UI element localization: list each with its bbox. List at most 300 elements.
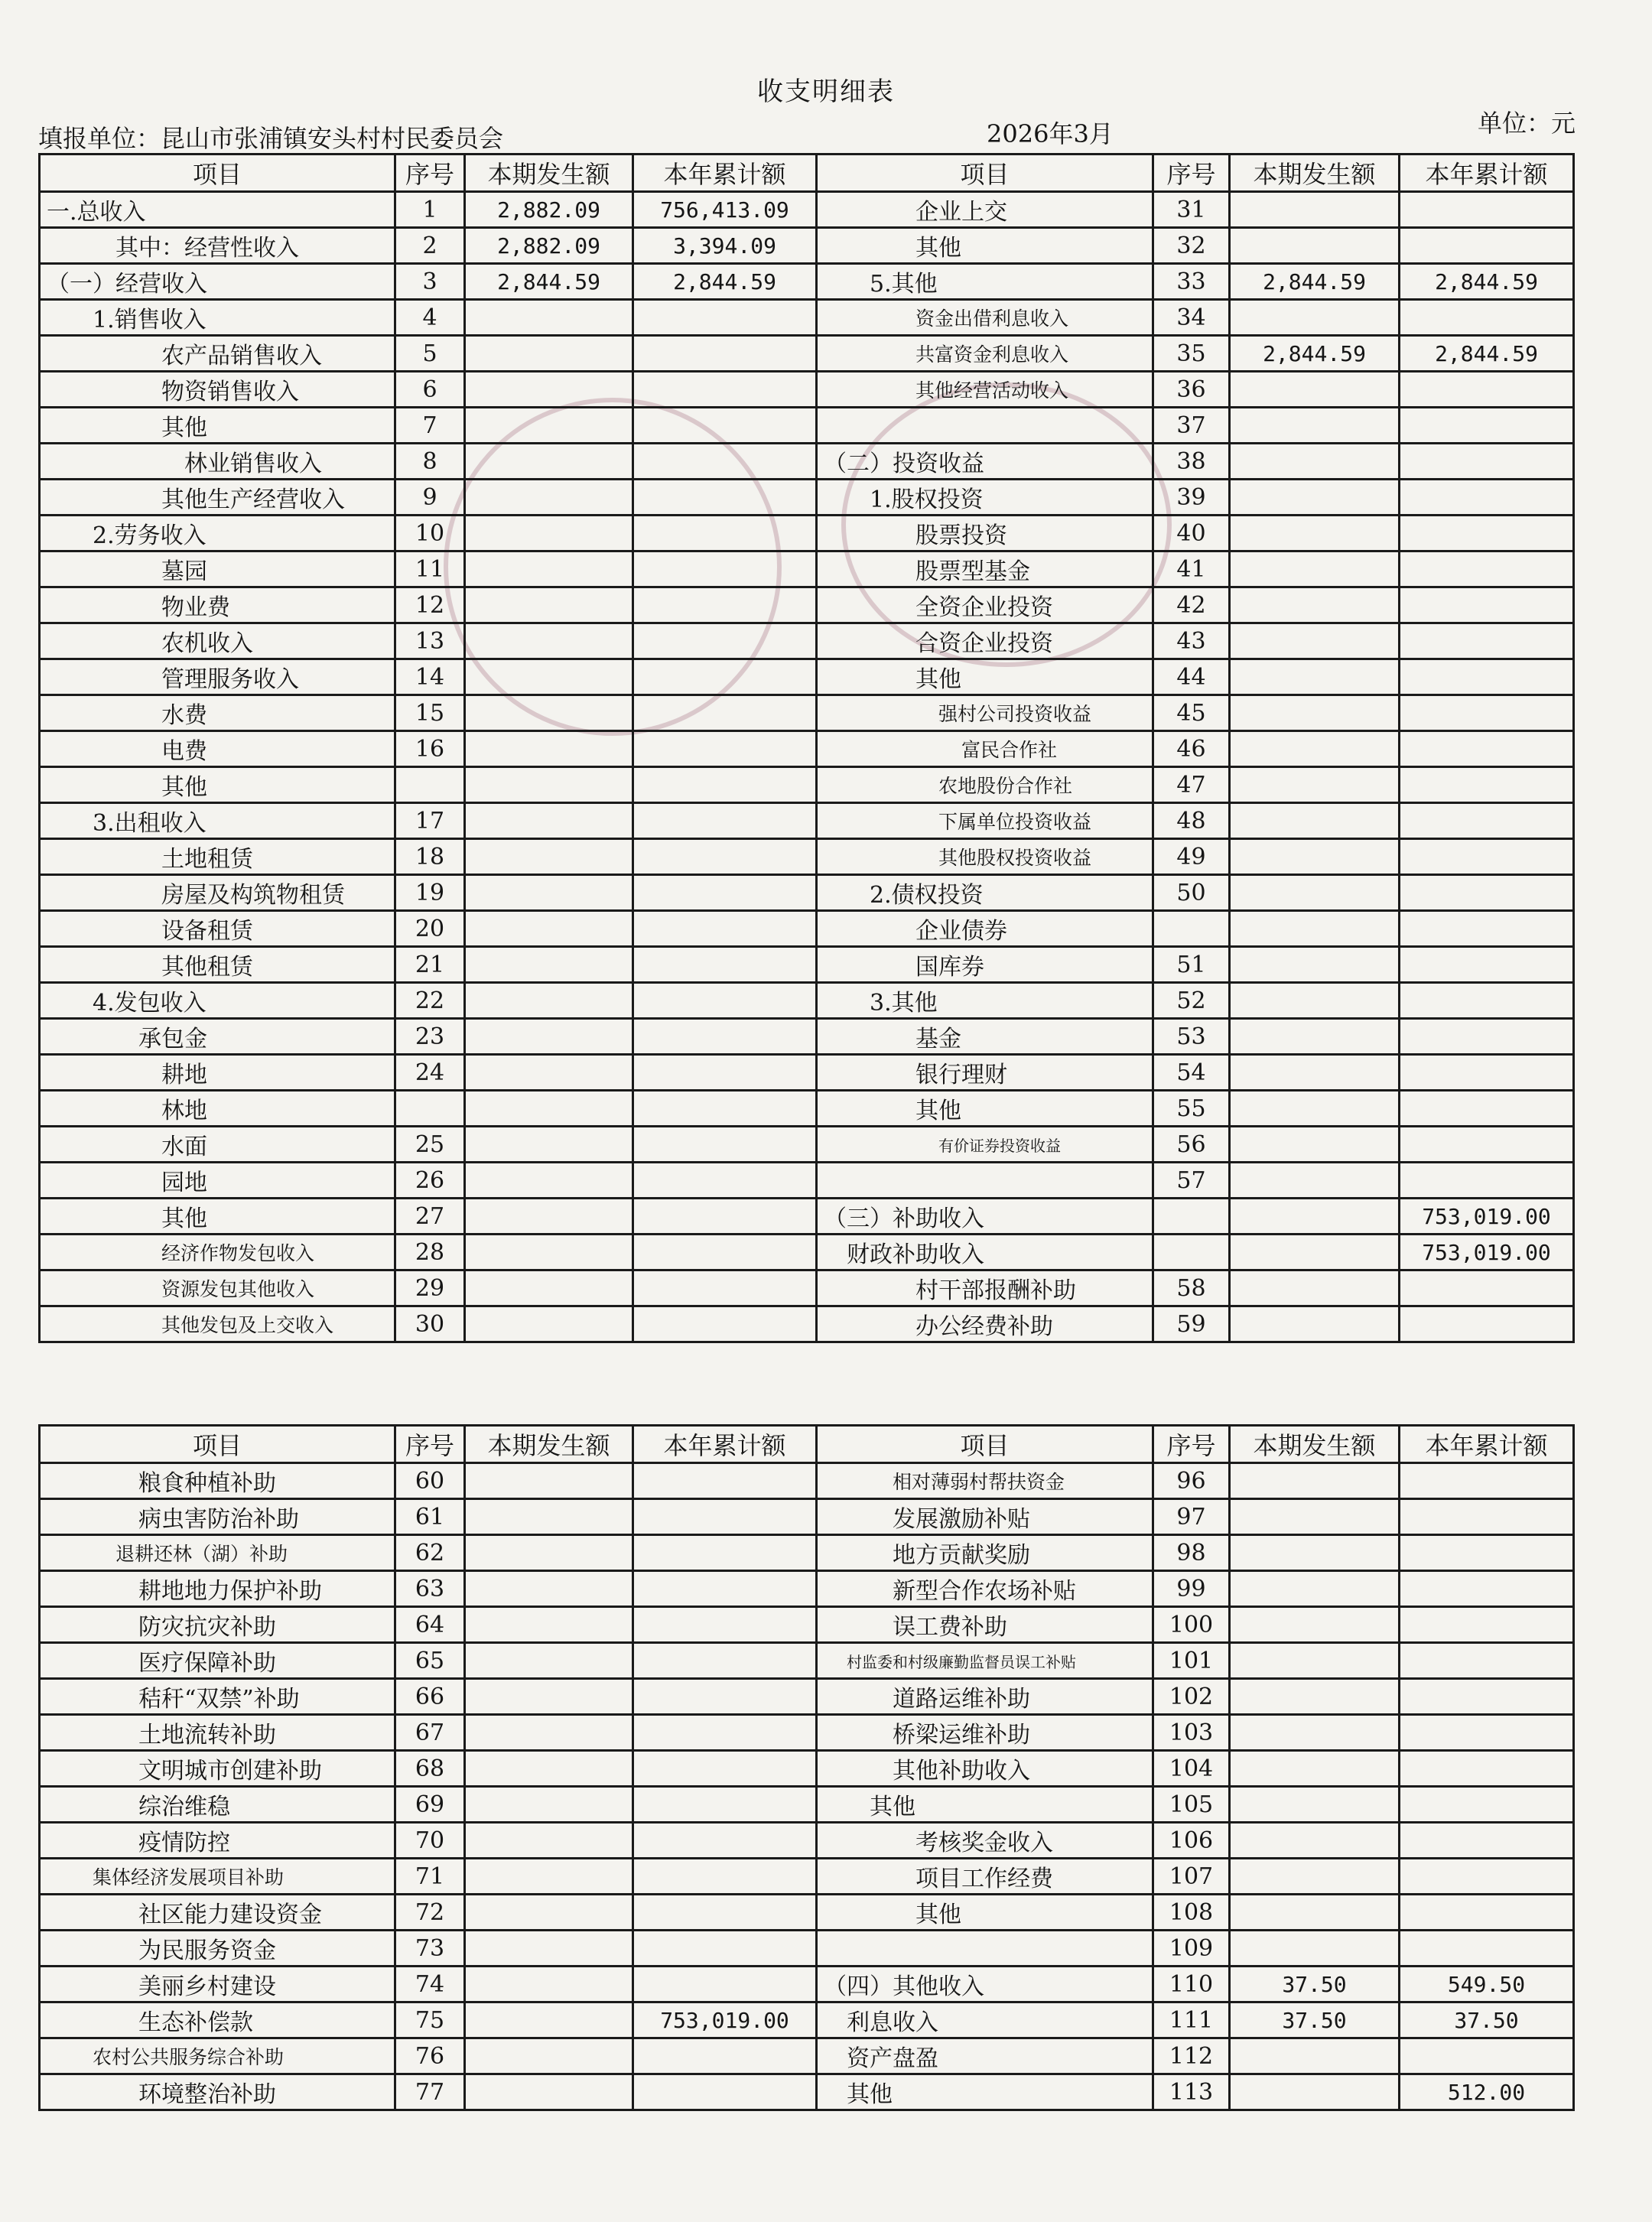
row-current-amount <box>465 1643 633 1679</box>
row-current-amount <box>1230 372 1400 408</box>
row-current-amount <box>1230 1607 1400 1643</box>
row-label <box>817 1163 1153 1199</box>
row-label: 集体经济发展项目补助 <box>40 1859 395 1895</box>
row-ytd-amount <box>633 911 817 947</box>
table-row <box>40 1895 1574 1931</box>
row-ytd-amount <box>633 1270 817 1306</box>
row-ytd-amount <box>1400 767 1574 803</box>
row-ytd-amount: 2,844.59 <box>633 264 817 300</box>
row-label: 电费 <box>40 731 395 767</box>
row-label: （一）经营收入 <box>40 264 395 300</box>
row-ytd-amount <box>1400 2038 1574 2074</box>
row-ytd-amount: 753,019.00 <box>633 2002 817 2038</box>
col-header-seq: 序号 <box>1153 155 1230 192</box>
row-label: 设备租赁 <box>40 911 395 947</box>
table-row <box>40 1859 1574 1895</box>
row-ytd-amount <box>633 1607 817 1643</box>
row-current-amount <box>465 300 633 336</box>
row-label: 资产盘盈 <box>817 2038 1153 2074</box>
row-current-amount <box>1230 659 1400 695</box>
row-ytd-amount <box>1400 480 1574 516</box>
row-seq: 50 <box>1153 875 1230 911</box>
row-seq: 37 <box>1153 408 1230 444</box>
col-header-current: 本期发生额 <box>1230 1426 1400 1463</box>
row-ytd-amount <box>1400 1931 1574 1967</box>
table-row <box>40 587 1574 623</box>
row-current-amount: 2,882.09 <box>465 192 633 228</box>
row-seq: 66 <box>395 1679 465 1715</box>
row-seq: 60 <box>395 1463 465 1499</box>
row-ytd-amount <box>633 623 817 659</box>
row-label: 5.其他 <box>817 264 1153 300</box>
row-seq: 39 <box>1153 480 1230 516</box>
row-current-amount <box>465 1019 633 1055</box>
row-seq: 55 <box>1153 1091 1230 1127</box>
row-ytd-amount: 2,844.59 <box>1400 264 1574 300</box>
table-row <box>40 1463 1574 1499</box>
row-ytd-amount <box>633 408 817 444</box>
row-seq: 43 <box>1153 623 1230 659</box>
row-current-amount <box>465 1127 633 1163</box>
row-current-amount <box>465 2074 633 2110</box>
row-label: 考核奖金收入 <box>817 1823 1153 1859</box>
row-ytd-amount <box>633 983 817 1019</box>
row-ytd-amount <box>633 1967 817 2002</box>
row-current-amount <box>465 1607 633 1643</box>
row-label: 道路运维补助 <box>817 1679 1153 1715</box>
row-ytd-amount <box>1400 587 1574 623</box>
row-seq: 1 <box>395 192 465 228</box>
row-ytd-amount: 37.50 <box>1400 2002 1574 2038</box>
row-current-amount: 2,844.59 <box>1230 264 1400 300</box>
table-row <box>40 1163 1574 1199</box>
row-current-amount <box>465 1931 633 1967</box>
row-seq: 53 <box>1153 1019 1230 1055</box>
row-current-amount <box>465 1091 633 1127</box>
row-ytd-amount <box>633 480 817 516</box>
table-row <box>40 192 1574 228</box>
row-seq: 47 <box>1153 767 1230 803</box>
row-ytd-amount <box>1400 1091 1574 1127</box>
row-seq: 70 <box>395 1823 465 1859</box>
row-seq: 3 <box>395 264 465 300</box>
row-ytd-amount <box>1400 659 1574 695</box>
row-label: 粮食种植补助 <box>40 1463 395 1499</box>
row-ytd-amount <box>633 1571 817 1607</box>
row-label: 资金出借利息收入 <box>817 300 1153 336</box>
row-ytd-amount <box>1400 228 1574 264</box>
row-current-amount <box>1230 1535 1400 1571</box>
row-current-amount <box>1230 983 1400 1019</box>
row-ytd-amount <box>1400 1535 1574 1571</box>
row-label: 2.债权投资 <box>817 875 1153 911</box>
row-label: 农村公共服务综合补助 <box>40 2038 395 2074</box>
row-ytd-amount <box>1400 1679 1574 1715</box>
row-current-amount <box>1230 1859 1400 1895</box>
row-label: 企业上交 <box>817 192 1153 228</box>
row-seq: 96 <box>1153 1463 1230 1499</box>
row-seq: 69 <box>395 1787 465 1823</box>
col-header-seq: 序号 <box>1153 1426 1230 1463</box>
row-current-amount <box>465 803 633 839</box>
row-current-amount <box>1230 1571 1400 1607</box>
row-label: 富民合作社 <box>817 731 1153 767</box>
table-row <box>40 1235 1574 1270</box>
row-current-amount <box>1230 803 1400 839</box>
row-seq: 8 <box>395 444 465 480</box>
row-label <box>817 1931 1153 1967</box>
row-seq: 22 <box>395 983 465 1019</box>
row-seq: 29 <box>395 1270 465 1306</box>
row-ytd-amount <box>1400 1859 1574 1895</box>
table-row <box>40 2038 1574 2074</box>
row-ytd-amount <box>633 1019 817 1055</box>
row-ytd-amount <box>1400 372 1574 408</box>
row-current-amount <box>465 1967 633 2002</box>
row-label: 共富资金利息收入 <box>817 336 1153 372</box>
row-ytd-amount <box>633 1127 817 1163</box>
row-ytd-amount: 753,019.00 <box>1400 1199 1574 1235</box>
row-seq: 41 <box>1153 551 1230 587</box>
row-seq: 32 <box>1153 228 1230 264</box>
row-seq: 31 <box>1153 192 1230 228</box>
row-label: 其他 <box>817 1895 1153 1931</box>
row-ytd-amount <box>1400 444 1574 480</box>
row-label: （四）其他收入 <box>817 1967 1153 2002</box>
row-ytd-amount <box>1400 1019 1574 1055</box>
row-ytd-amount: 756,413.09 <box>633 192 817 228</box>
row-seq: 108 <box>1153 1895 1230 1931</box>
table-row <box>40 516 1574 551</box>
col-header-seq: 序号 <box>395 155 465 192</box>
row-label: 企业债券 <box>817 911 1153 947</box>
income-table-top <box>38 153 1575 1343</box>
row-seq: 23 <box>395 1019 465 1055</box>
row-seq: 4 <box>395 300 465 336</box>
row-label: 国库券 <box>817 947 1153 983</box>
row-label: 生态补偿款 <box>40 2002 395 2038</box>
row-current-amount <box>1230 192 1400 228</box>
table-row <box>40 911 1574 947</box>
row-current-amount <box>1230 1823 1400 1859</box>
row-ytd-amount <box>633 947 817 983</box>
row-label: 办公经费补助 <box>817 1306 1153 1342</box>
table-row <box>40 1751 1574 1787</box>
table-row <box>40 1715 1574 1751</box>
row-label: 银行理财 <box>817 1055 1153 1091</box>
row-seq: 104 <box>1153 1751 1230 1787</box>
row-seq: 5 <box>395 336 465 372</box>
table-row <box>40 659 1574 695</box>
row-seq: 44 <box>1153 659 1230 695</box>
row-ytd-amount <box>633 1163 817 1199</box>
row-current-amount <box>1230 839 1400 875</box>
row-label: 其他租赁 <box>40 947 395 983</box>
row-ytd-amount <box>633 300 817 336</box>
row-current-amount <box>465 1895 633 1931</box>
row-ytd-amount <box>633 1751 817 1787</box>
row-seq: 57 <box>1153 1163 1230 1199</box>
row-label: 3.出租收入 <box>40 803 395 839</box>
row-seq: 76 <box>395 2038 465 2074</box>
table-row <box>40 875 1574 911</box>
row-label: 全资企业投资 <box>817 587 1153 623</box>
row-seq: 11 <box>395 551 465 587</box>
row-current-amount <box>465 947 633 983</box>
row-label: 下属单位投资收益 <box>817 803 1153 839</box>
row-seq: 40 <box>1153 516 1230 551</box>
row-label: 1.股权投资 <box>817 480 1153 516</box>
row-label: 管理服务收入 <box>40 659 395 695</box>
row-current-amount <box>465 1306 633 1342</box>
row-ytd-amount <box>633 1931 817 1967</box>
row-seq: 100 <box>1153 1607 1230 1643</box>
row-seq: 2 <box>395 228 465 264</box>
row-ytd-amount <box>1400 1163 1574 1199</box>
table-row <box>40 300 1574 336</box>
row-current-amount <box>465 516 633 551</box>
row-ytd-amount <box>1400 1571 1574 1607</box>
row-seq: 56 <box>1153 1127 1230 1163</box>
row-seq: 62 <box>395 1535 465 1571</box>
row-label: 为民服务资金 <box>40 1931 395 1967</box>
row-seq: 107 <box>1153 1859 1230 1895</box>
row-current-amount <box>1230 480 1400 516</box>
row-current-amount <box>465 731 633 767</box>
row-current-amount <box>1230 1751 1400 1787</box>
row-current-amount <box>465 1679 633 1715</box>
row-label: 防灾抗灾补助 <box>40 1607 395 1643</box>
row-ytd-amount <box>1400 1787 1574 1823</box>
row-current-amount <box>1230 1679 1400 1715</box>
row-label: 环境整治补助 <box>40 2074 395 2110</box>
row-label: 土地流转补助 <box>40 1715 395 1751</box>
row-label: 耕地 <box>40 1055 395 1091</box>
row-seq: 9 <box>395 480 465 516</box>
row-label: 其他 <box>817 659 1153 695</box>
row-label: 社区能力建设资金 <box>40 1895 395 1931</box>
row-seq: 98 <box>1153 1535 1230 1571</box>
row-current-amount: 2,844.59 <box>465 264 633 300</box>
row-current-amount <box>465 983 633 1019</box>
row-ytd-amount <box>1400 1643 1574 1679</box>
col-header-item: 项目 <box>817 155 1153 192</box>
table-row <box>40 803 1574 839</box>
row-ytd-amount <box>1400 300 1574 336</box>
col-header-item: 项目 <box>40 155 395 192</box>
row-current-amount <box>465 1751 633 1787</box>
row-ytd-amount: 753,019.00 <box>1400 1235 1574 1270</box>
row-label: 合资企业投资 <box>817 623 1153 659</box>
row-label: 文明城市创建补助 <box>40 1751 395 1787</box>
row-label: 地方贡献奖励 <box>817 1535 1153 1571</box>
row-seq: 28 <box>395 1235 465 1270</box>
row-current-amount <box>1230 1643 1400 1679</box>
row-label: 园地 <box>40 1163 395 1199</box>
currency-unit: 单位：元 <box>1477 109 1576 138</box>
row-ytd-amount <box>633 875 817 911</box>
row-current-amount <box>465 2038 633 2074</box>
row-label: 其他 <box>40 408 395 444</box>
row-ytd-amount: 512.00 <box>1400 2074 1574 2110</box>
row-label: 承包金 <box>40 1019 395 1055</box>
row-label: 秸秆“双禁”补助 <box>40 1679 395 1715</box>
row-seq: 77 <box>395 2074 465 2110</box>
row-current-amount <box>1230 1019 1400 1055</box>
row-ytd-amount <box>633 1199 817 1235</box>
row-seq: 67 <box>395 1715 465 1751</box>
table-row <box>40 480 1574 516</box>
row-ytd-amount <box>633 1499 817 1535</box>
table-row <box>40 695 1574 731</box>
table-row <box>40 1499 1574 1535</box>
row-current-amount <box>1230 444 1400 480</box>
row-label: 股票投资 <box>817 516 1153 551</box>
row-seq: 38 <box>1153 444 1230 480</box>
row-ytd-amount <box>1400 731 1574 767</box>
row-seq: 113 <box>1153 2074 1230 2110</box>
row-ytd-amount <box>633 372 817 408</box>
row-ytd-amount <box>633 1859 817 1895</box>
row-ytd-amount <box>633 444 817 480</box>
row-current-amount <box>1230 551 1400 587</box>
table-row <box>40 551 1574 587</box>
row-seq: 111 <box>1153 2002 1230 2038</box>
table-row <box>40 228 1574 264</box>
row-ytd-amount <box>1400 1127 1574 1163</box>
row-current-amount <box>465 336 633 372</box>
row-seq: 49 <box>1153 839 1230 875</box>
table-row <box>40 1306 1574 1342</box>
row-current-amount <box>465 1571 633 1607</box>
row-ytd-amount <box>633 731 817 767</box>
row-ytd-amount <box>1400 911 1574 947</box>
table-row <box>40 1931 1574 1967</box>
row-current-amount <box>1230 408 1400 444</box>
row-label: 病虫害防治补助 <box>40 1499 395 1535</box>
row-current-amount: 2,844.59 <box>1230 336 1400 372</box>
row-label: 村监委和村级廉勤监督员误工补贴 <box>817 1643 1153 1679</box>
row-seq: 74 <box>395 1967 465 2002</box>
row-ytd-amount <box>1400 1751 1574 1787</box>
row-current-amount <box>465 551 633 587</box>
row-label: 一.总收入 <box>40 192 395 228</box>
row-seq: 75 <box>395 2002 465 2038</box>
row-ytd-amount <box>633 1306 817 1342</box>
row-ytd-amount <box>1400 803 1574 839</box>
row-current-amount: 37.50 <box>1230 2002 1400 2038</box>
table-row <box>40 1270 1574 1306</box>
row-label: 退耕还林（湖）补助 <box>40 1535 395 1571</box>
row-label: 3.其他 <box>817 983 1153 1019</box>
row-current-amount <box>465 695 633 731</box>
row-ytd-amount <box>1400 1499 1574 1535</box>
row-current-amount <box>1230 1235 1400 1270</box>
row-current-amount <box>1230 1270 1400 1306</box>
row-ytd-amount <box>1400 1895 1574 1931</box>
row-current-amount <box>1230 587 1400 623</box>
row-ytd-amount <box>633 1055 817 1091</box>
row-seq: 48 <box>1153 803 1230 839</box>
row-label: 村干部报酬补助 <box>817 1270 1153 1306</box>
row-label: 水面 <box>40 1127 395 1163</box>
col-header-item: 项目 <box>40 1426 395 1463</box>
row-label: 桥梁运维补助 <box>817 1715 1153 1751</box>
table-row <box>40 731 1574 767</box>
row-current-amount <box>465 1463 633 1499</box>
row-ytd-amount <box>633 1463 817 1499</box>
row-current-amount <box>1230 1463 1400 1499</box>
row-seq: 97 <box>1153 1499 1230 1535</box>
row-label: 疫情防控 <box>40 1823 395 1859</box>
row-current-amount <box>1230 1895 1400 1931</box>
row-ytd-amount <box>633 1535 817 1571</box>
row-seq: 12 <box>395 587 465 623</box>
row-current-amount <box>465 1535 633 1571</box>
row-current-amount <box>1230 767 1400 803</box>
row-current-amount <box>1230 1499 1400 1535</box>
row-label: 水费 <box>40 695 395 731</box>
row-seq: 105 <box>1153 1787 1230 1823</box>
row-seq: 24 <box>395 1055 465 1091</box>
table-row <box>40 1607 1574 1643</box>
row-label: 其他 <box>817 228 1153 264</box>
row-seq <box>395 767 465 803</box>
row-seq: 34 <box>1153 300 1230 336</box>
row-ytd-amount <box>633 1679 817 1715</box>
row-current-amount <box>465 444 633 480</box>
row-current-amount <box>1230 1127 1400 1163</box>
row-seq: 103 <box>1153 1715 1230 1751</box>
col-header-seq: 序号 <box>395 1426 465 1463</box>
row-current-amount <box>1230 731 1400 767</box>
table-row <box>40 336 1574 372</box>
row-seq: 30 <box>395 1306 465 1342</box>
col-header-current: 本期发生额 <box>465 1426 633 1463</box>
row-label: 农产品销售收入 <box>40 336 395 372</box>
table-row <box>40 1091 1574 1127</box>
row-seq: 112 <box>1153 2038 1230 2074</box>
row-current-amount <box>465 875 633 911</box>
row-ytd-amount <box>633 803 817 839</box>
row-label: 农地股份合作社 <box>817 767 1153 803</box>
row-ytd-amount <box>1400 192 1574 228</box>
row-label: 其他 <box>817 2074 1153 2110</box>
table-row <box>40 983 1574 1019</box>
row-label: 其他 <box>40 767 395 803</box>
row-seq: 15 <box>395 695 465 731</box>
row-ytd-amount <box>1400 1463 1574 1499</box>
table-row <box>40 444 1574 480</box>
row-current-amount <box>1230 947 1400 983</box>
row-seq: 14 <box>395 659 465 695</box>
row-seq: 64 <box>395 1607 465 1643</box>
header-row <box>40 1426 1574 1463</box>
row-label: 综治维稳 <box>40 1787 395 1823</box>
col-header-ytd: 本年累计额 <box>1400 1426 1574 1463</box>
row-seq: 110 <box>1153 1967 1230 2002</box>
row-current-amount <box>465 839 633 875</box>
row-current-amount <box>1230 2038 1400 2074</box>
row-current-amount <box>465 1859 633 1895</box>
row-label: 物资销售收入 <box>40 372 395 408</box>
row-ytd-amount <box>1400 1055 1574 1091</box>
row-current-amount <box>1230 1931 1400 1967</box>
row-seq: 10 <box>395 516 465 551</box>
row-current-amount <box>1230 1787 1400 1823</box>
row-label: 项目工作经费 <box>817 1859 1153 1895</box>
row-current-amount <box>465 587 633 623</box>
